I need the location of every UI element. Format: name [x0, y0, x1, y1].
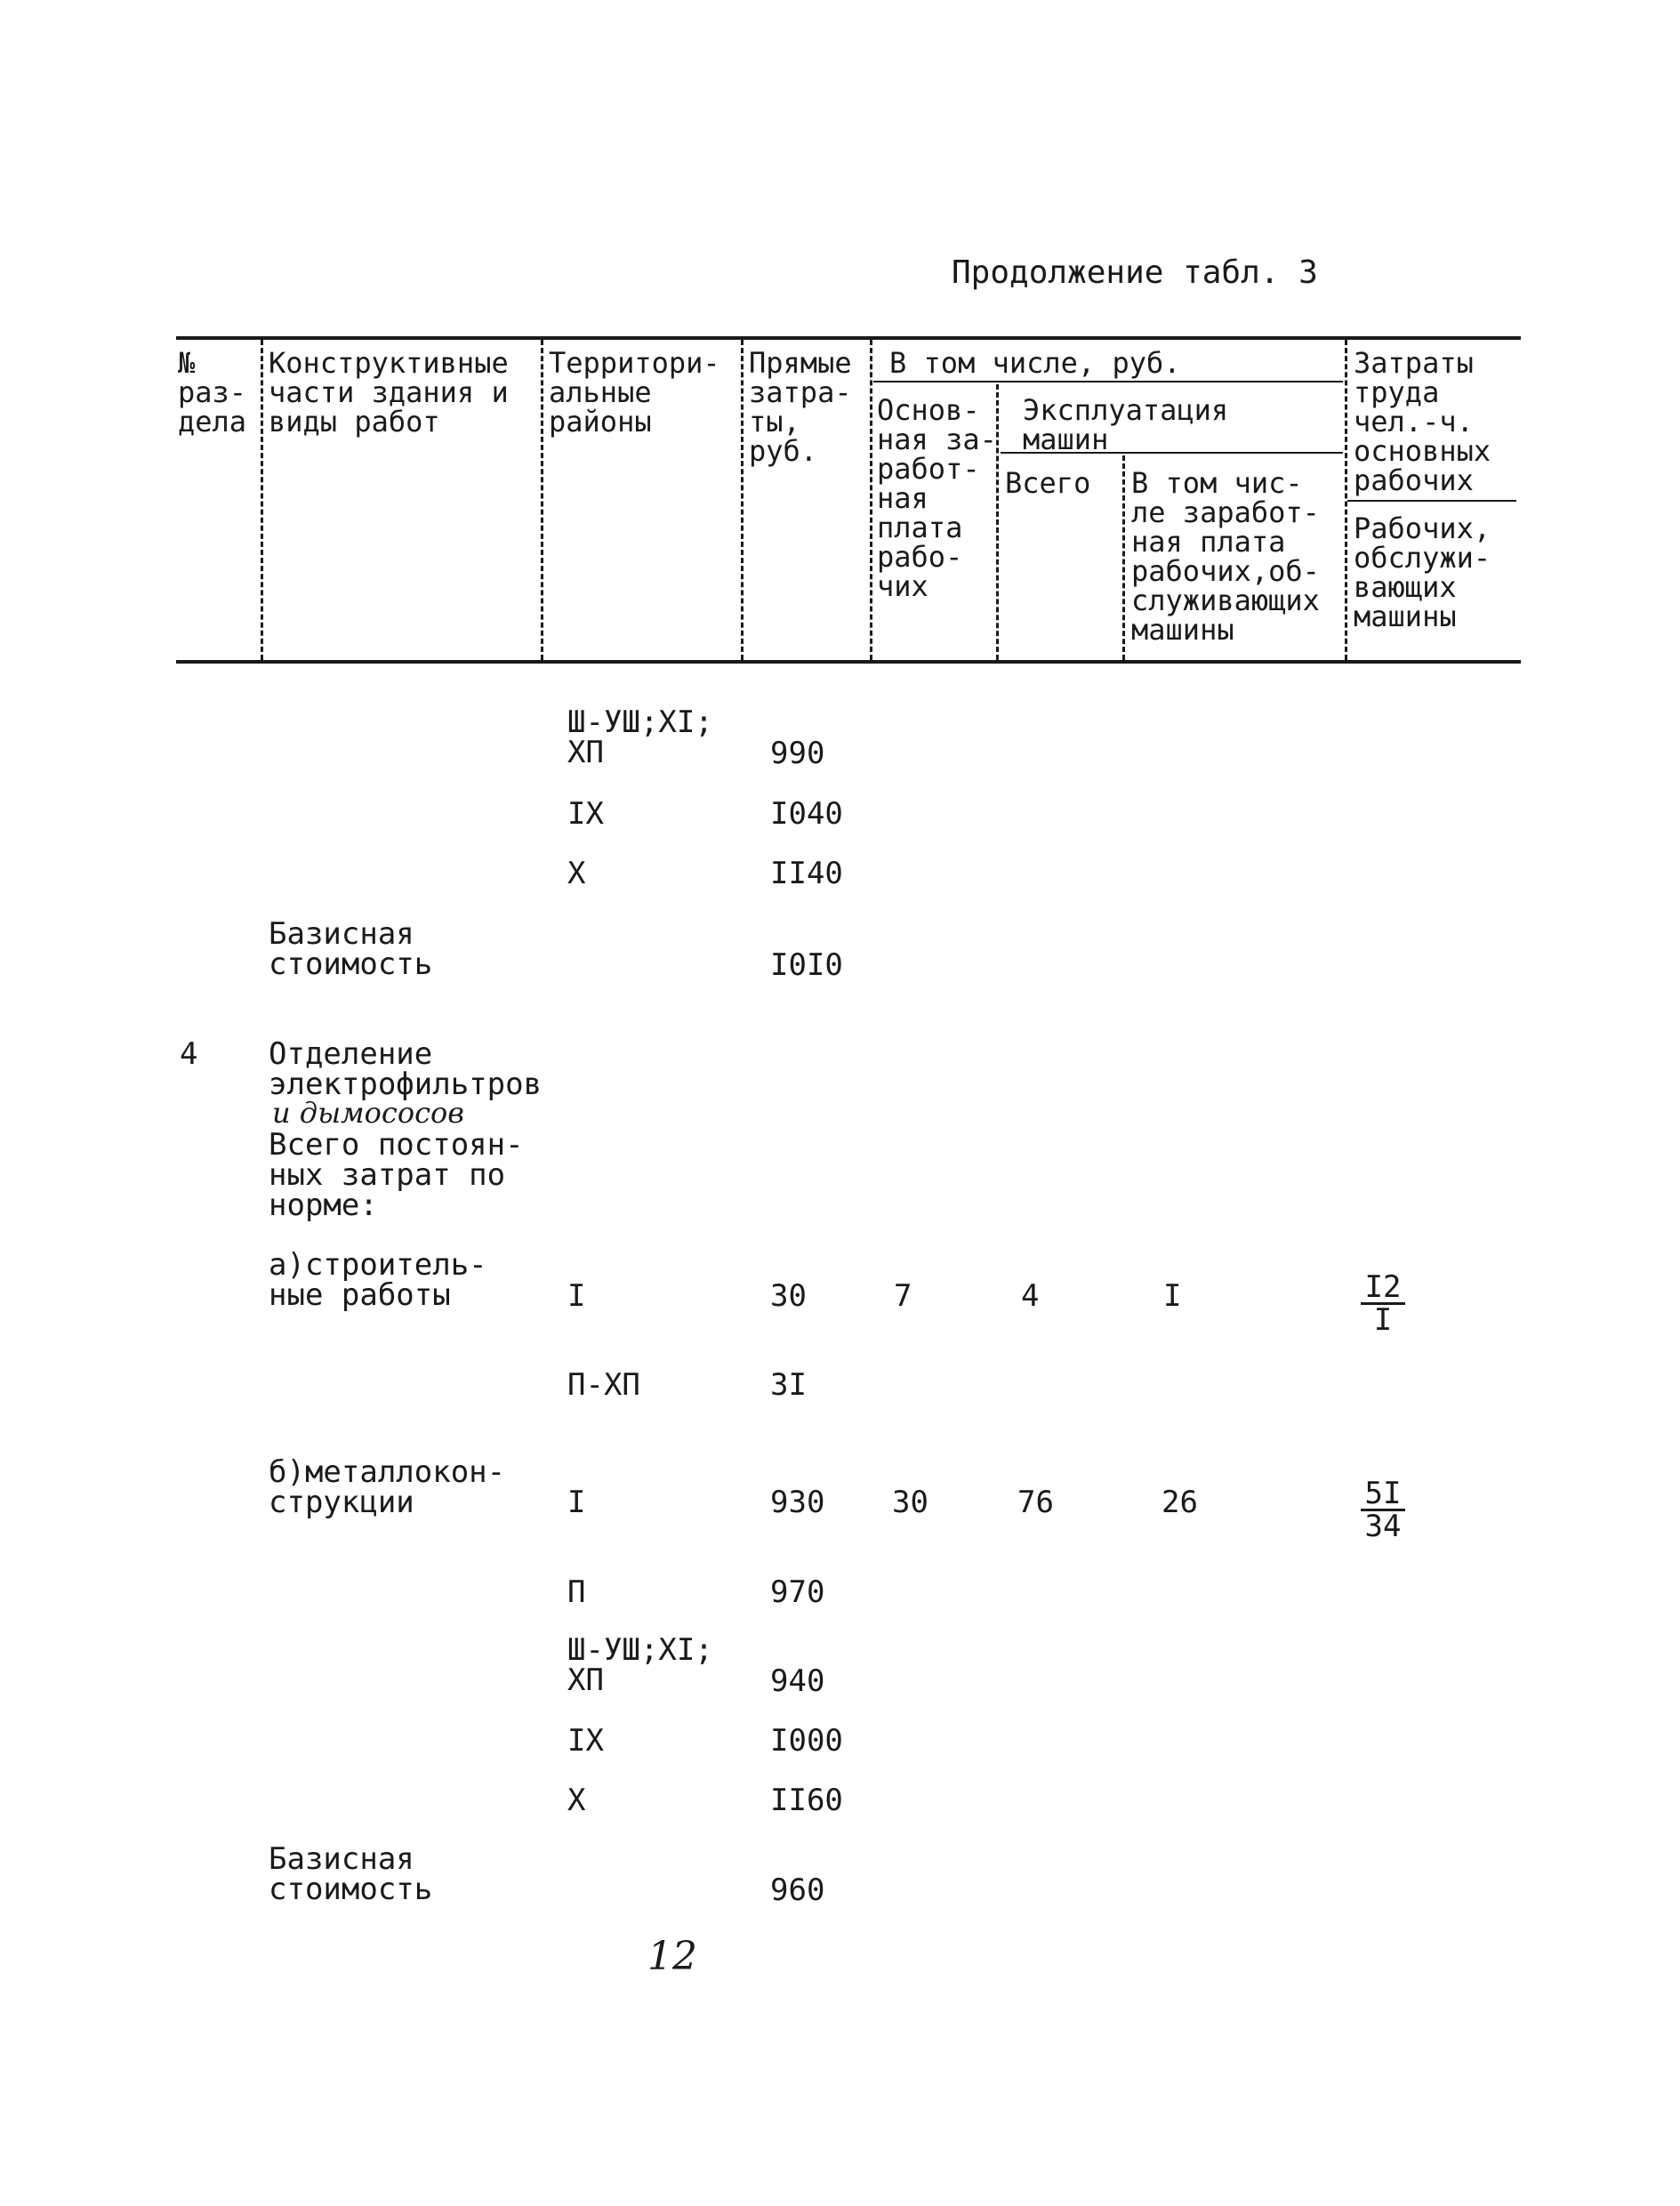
- header-labor-machine: Рабочих, обслужи- вающих машины: [1354, 511, 1491, 633]
- row-labor-machine: I: [1373, 1302, 1393, 1338]
- row-machines-wage: 26: [1162, 1485, 1198, 1520]
- row-direct-cost: I040: [770, 796, 843, 832]
- header-machines-total: Всего: [1005, 466, 1091, 500]
- row-direct-cost: 30: [770, 1278, 807, 1314]
- row-region: Ш-УШ;XI; XП: [567, 1632, 713, 1698]
- row-basic-wage: 7: [894, 1278, 912, 1314]
- row-machines-total: 76: [1017, 1485, 1054, 1520]
- header-machines-wage: В том чис- ле заработ- ная плата рабочих,об- служивающих машины: [1131, 466, 1320, 647]
- header-direct-costs: Прямые затра- ты, руб.: [749, 346, 852, 468]
- header-basic-wage: Основ- ная за- работ- ная плата рабо- чих: [877, 393, 997, 603]
- row-label: Базисная стоимость: [269, 916, 433, 982]
- row-direct-cost: 3I: [770, 1367, 807, 1403]
- row-direct-cost: 960: [770, 1872, 825, 1908]
- section-subtitle: Всего постоян- ных затрат по норме:: [269, 1127, 524, 1223]
- row-label: б)металлокон- струкции: [269, 1454, 506, 1520]
- header-group-machines: Эксплуатация машин: [1023, 393, 1229, 456]
- column-divider: [1345, 340, 1347, 660]
- row-region: X: [567, 856, 586, 891]
- row-direct-cost: I0I0: [770, 947, 843, 983]
- table-caption: Продолжение табл. 3: [952, 254, 1318, 291]
- header-regions: Территори- альные районы: [549, 346, 720, 439]
- section-title-handwritten: и дымососов: [272, 1096, 464, 1130]
- row-direct-cost: 990: [770, 736, 825, 771]
- column-divider: [261, 340, 263, 660]
- row-basic-wage: 30: [892, 1485, 928, 1520]
- header-construction-parts: Конструктивные части здания и виды работ: [269, 346, 509, 439]
- row-region: IX: [567, 796, 604, 832]
- row-direct-cost: I000: [770, 1723, 843, 1759]
- row-direct-cost: 930: [770, 1485, 825, 1520]
- column-divider: [1122, 455, 1125, 660]
- row-labor-machine: 34: [1364, 1509, 1402, 1544]
- column-divider: [541, 340, 543, 660]
- labor-divider-rule: [1347, 500, 1516, 502]
- section-number: 4: [180, 1036, 198, 1072]
- row-labor-main: I2: [1361, 1272, 1405, 1305]
- row-label: а)строитель- ные работы: [269, 1247, 487, 1313]
- group-including-rule: [873, 381, 1343, 382]
- row-region: IX: [567, 1723, 604, 1759]
- row-labor-fraction: [1361, 1269, 1405, 1338]
- column-divider: [870, 340, 872, 660]
- header-top-rule: [176, 336, 1521, 340]
- row-direct-cost: 970: [770, 1574, 825, 1610]
- row-label: Базисная стоимость: [269, 1841, 433, 1907]
- row-region: Ш-УШ;XI; XП: [567, 704, 713, 770]
- section-title: Отделение электрофильтров: [269, 1036, 543, 1102]
- row-direct-cost: 940: [770, 1663, 825, 1699]
- column-divider: [741, 340, 744, 660]
- row-region: X: [567, 1783, 586, 1818]
- row-machines-total: 4: [1021, 1278, 1040, 1314]
- row-region: I: [567, 1278, 586, 1314]
- row-direct-cost: II60: [770, 1783, 843, 1818]
- row-region: I: [567, 1485, 586, 1520]
- row-labor-main: 5I: [1361, 1478, 1405, 1511]
- row-direct-cost: II40: [770, 856, 843, 891]
- header-labor-main: Затраты труда чел.-ч. основных рабочих: [1354, 346, 1491, 497]
- row-machines-wage: I: [1163, 1278, 1182, 1314]
- header-group-including: В том числе, руб.: [889, 346, 1181, 380]
- page-number: 12: [647, 1934, 697, 1979]
- header-bottom-rule: [176, 660, 1521, 664]
- header-section-number: № раз- дела: [178, 346, 247, 439]
- row-region: П: [567, 1574, 586, 1610]
- row-labor-fraction: [1361, 1478, 1405, 1542]
- row-region: П-XП: [567, 1367, 640, 1403]
